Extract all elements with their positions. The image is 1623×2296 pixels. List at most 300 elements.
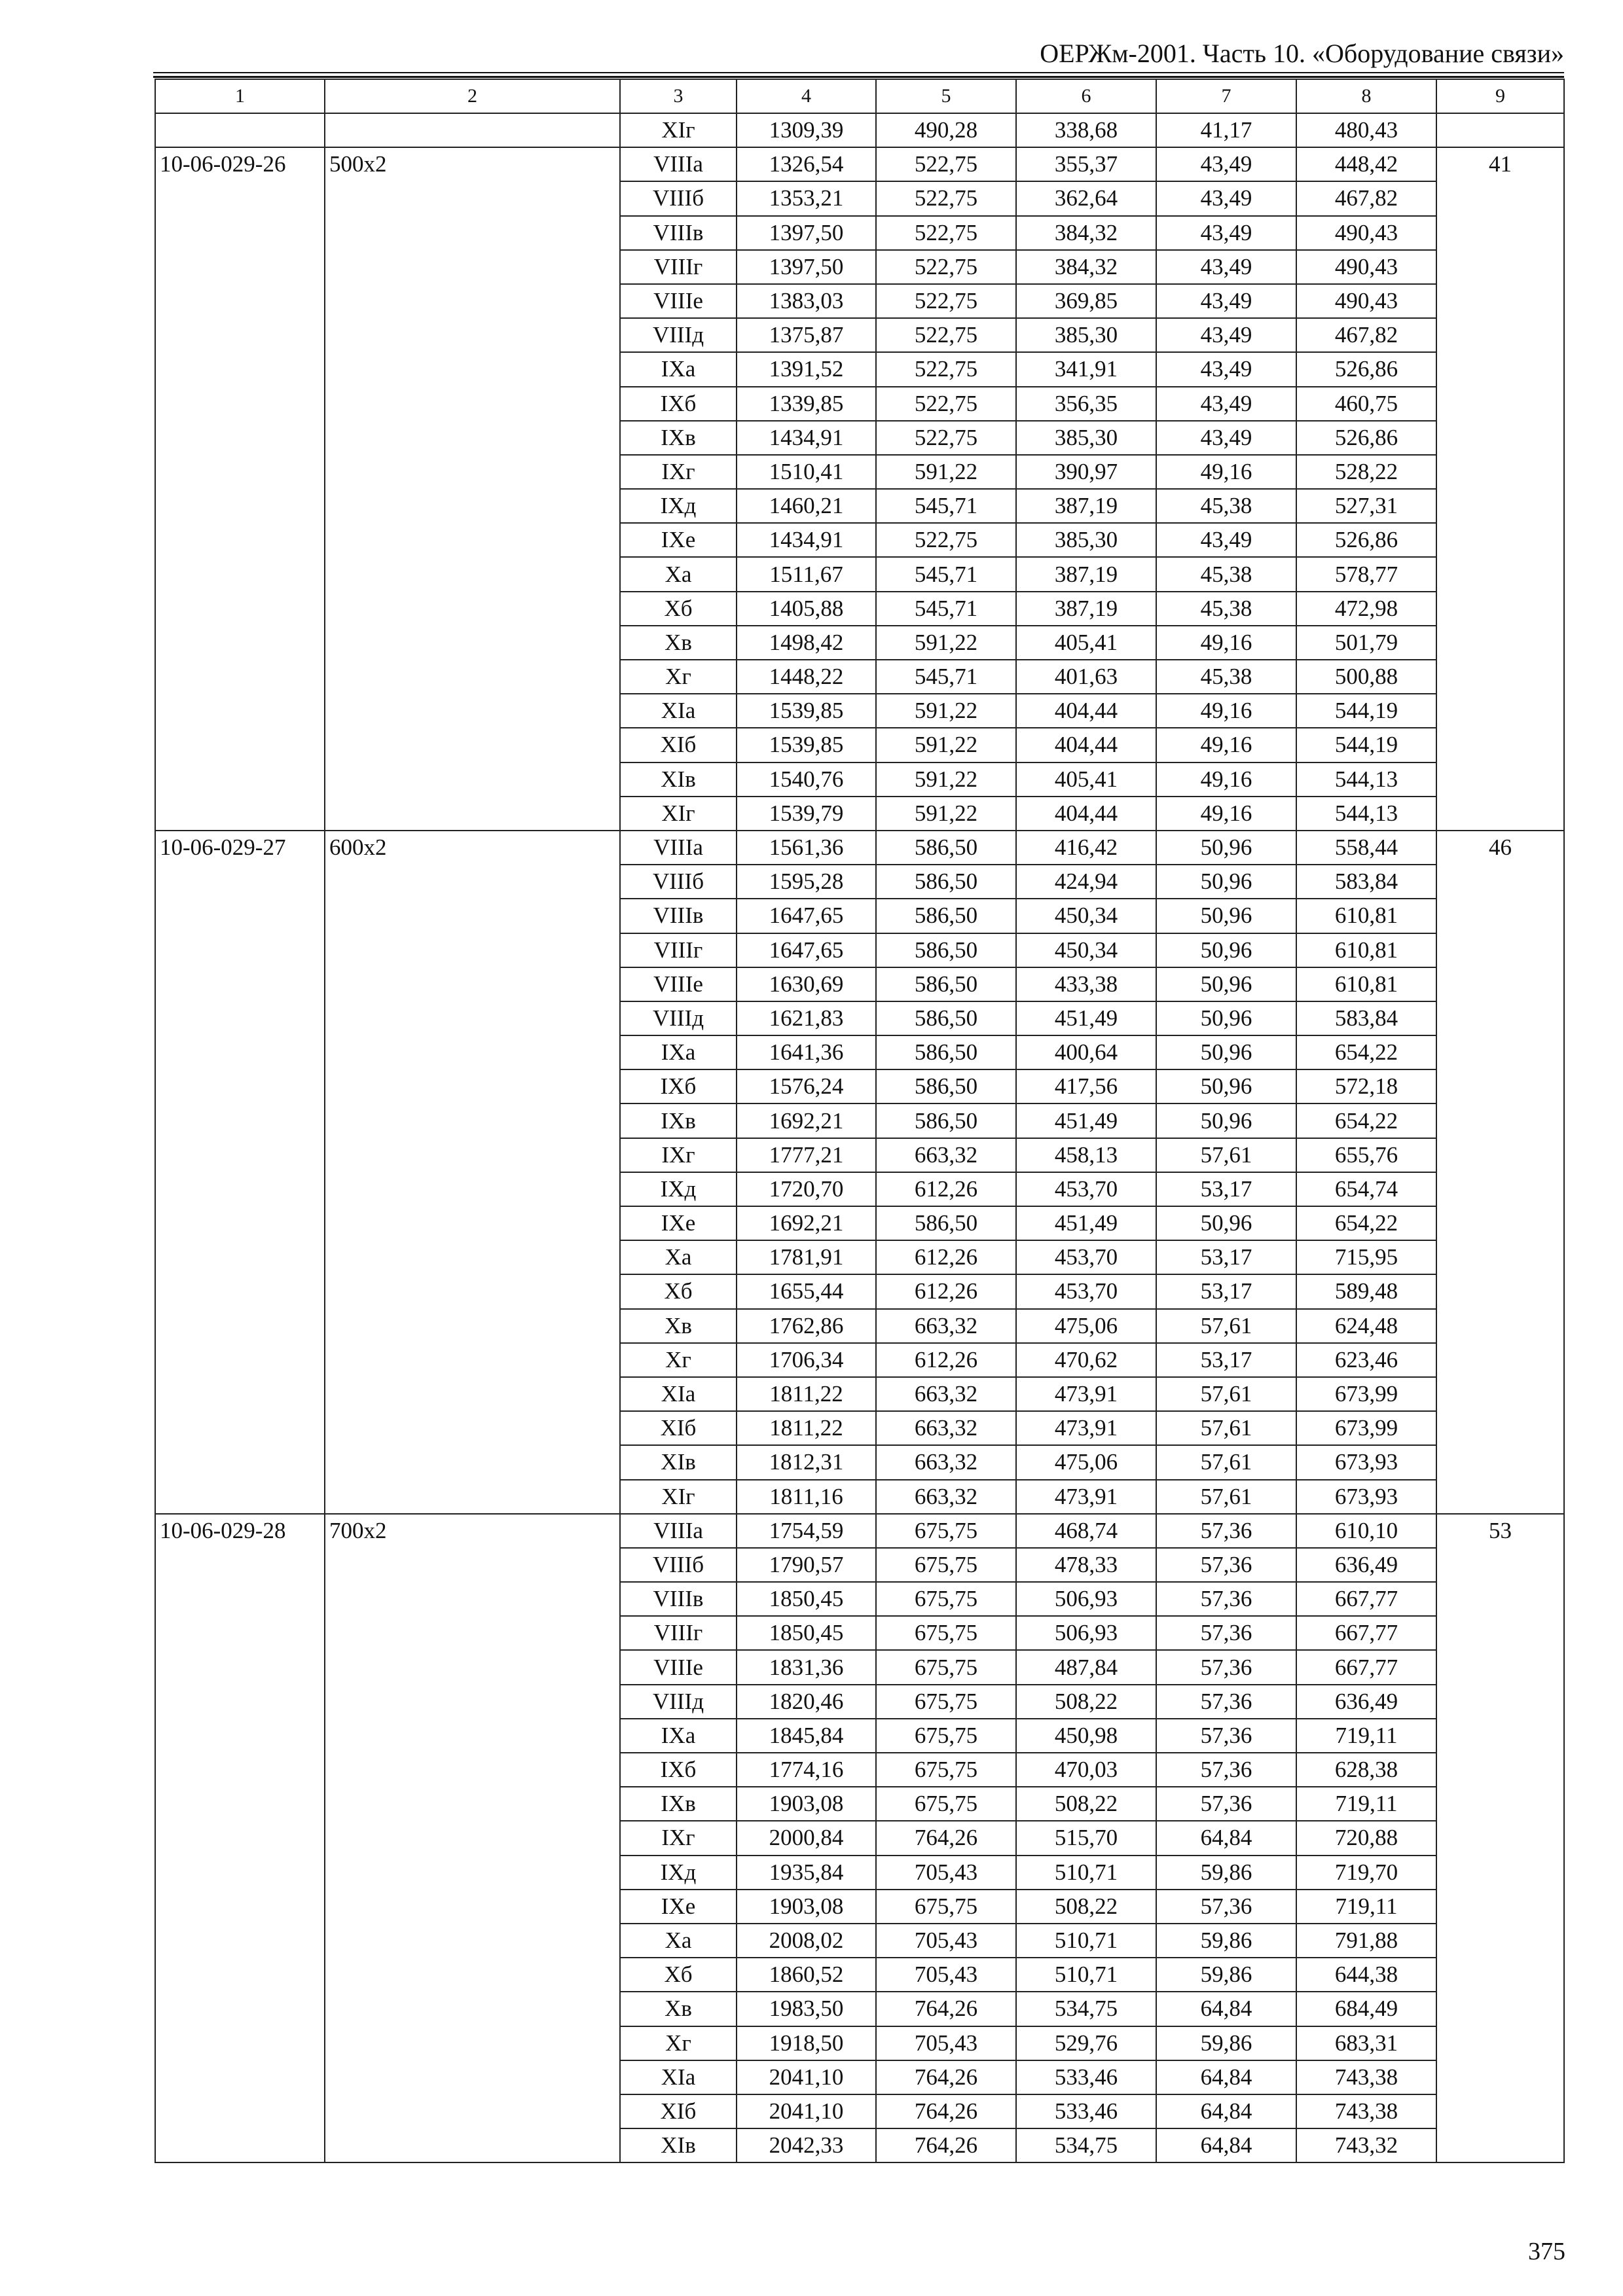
- value-cell-col6: 453,70: [1016, 1240, 1156, 1274]
- value-cell-col8: 673,99: [1296, 1411, 1436, 1445]
- value-cell-col8: 673,93: [1296, 1480, 1436, 1514]
- value-cell-col5: 586,50: [876, 933, 1016, 967]
- value-cell-col4: 1448,22: [737, 660, 876, 694]
- value-cell-col6: 475,06: [1016, 1309, 1156, 1343]
- value-cell-col5: 764,26: [876, 2094, 1016, 2128]
- value-cell-col4: 1647,65: [737, 933, 876, 967]
- value-cell-col4: 1850,45: [737, 1582, 876, 1616]
- value-cell-col4: 1383,03: [737, 284, 876, 318]
- value-cell-col7: 57,61: [1156, 1411, 1296, 1445]
- value-cell-col7: 50,96: [1156, 1001, 1296, 1035]
- region-cell: Xг: [620, 1343, 737, 1377]
- value-cell-col7: 50,96: [1156, 899, 1296, 933]
- value-cell-col8: 544,13: [1296, 797, 1436, 831]
- value-cell-col7: 57,61: [1156, 1445, 1296, 1479]
- column-number-5: 5: [876, 79, 1016, 113]
- value-cell-col7: 59,86: [1156, 1856, 1296, 1890]
- value-cell-col7: 43,49: [1156, 147, 1296, 181]
- value-cell-col6: 451,49: [1016, 1206, 1156, 1240]
- value-cell-col4: 1774,16: [737, 1753, 876, 1787]
- value-cell-col6: 387,19: [1016, 489, 1156, 523]
- value-cell-col8: 743,38: [1296, 2060, 1436, 2094]
- value-cell-col7: 49,16: [1156, 694, 1296, 728]
- value-cell-col5: 591,22: [876, 797, 1016, 831]
- value-cell-col4: 1762,86: [737, 1309, 876, 1343]
- value-cell-col4: 1918,50: [737, 2026, 876, 2060]
- value-cell-col5: 764,26: [876, 2060, 1016, 2094]
- value-cell-col7: 50,96: [1156, 865, 1296, 899]
- value-cell-col7: 57,36: [1156, 1514, 1296, 1548]
- region-cell: VIIIб: [620, 181, 737, 215]
- value-cell-col6: 387,19: [1016, 592, 1156, 626]
- value-cell-col7: 57,61: [1156, 1309, 1296, 1343]
- value-cell-col4: 1375,87: [737, 318, 876, 352]
- value-cell-col6: 453,70: [1016, 1172, 1156, 1206]
- value-cell-col7: 53,17: [1156, 1172, 1296, 1206]
- value-cell-col4: 1397,50: [737, 250, 876, 284]
- value-cell-col6: 510,71: [1016, 1924, 1156, 1958]
- value-cell-col6: 450,34: [1016, 933, 1156, 967]
- value-cell-col7: 50,96: [1156, 1103, 1296, 1138]
- value-cell-col5: 764,26: [876, 1992, 1016, 2026]
- value-cell-col6: 510,71: [1016, 1958, 1156, 1992]
- value-cell-col7: 43,49: [1156, 181, 1296, 215]
- value-cell-col4: 1405,88: [737, 592, 876, 626]
- value-cell-col8: 589,48: [1296, 1274, 1436, 1308]
- region-cell: VIIIб: [620, 1548, 737, 1582]
- value-cell-col8: 644,38: [1296, 1958, 1436, 1992]
- value-cell-col8: 526,86: [1296, 352, 1436, 386]
- value-cell-col8: 527,31: [1296, 489, 1436, 523]
- value-cell-col4: 1983,50: [737, 1992, 876, 2026]
- value-cell-col6: 433,38: [1016, 967, 1156, 1001]
- value-cell-col8: 673,99: [1296, 1377, 1436, 1411]
- column-number-3: 3: [620, 79, 737, 113]
- value-cell-col8: 610,81: [1296, 933, 1436, 967]
- value-cell-col4: 1460,21: [737, 489, 876, 523]
- value-cell-col6: 453,70: [1016, 1274, 1156, 1308]
- value-cell-col4: 1754,59: [737, 1514, 876, 1548]
- table-row: [155, 147, 1564, 181]
- value-cell-col4: 1811,22: [737, 1411, 876, 1445]
- value-cell-col4: 1434,91: [737, 421, 876, 455]
- region-cell: IXв: [620, 1103, 737, 1138]
- value-cell-col7: 50,96: [1156, 1069, 1296, 1103]
- value-cell-col6: 362,64: [1016, 181, 1156, 215]
- value-cell-col5: 663,32: [876, 1309, 1016, 1343]
- value-cell-col4: 1510,41: [737, 455, 876, 489]
- region-cell: XIа: [620, 1377, 737, 1411]
- value-cell-col4: 1391,52: [737, 352, 876, 386]
- value-cell-col4: 1326,54: [737, 147, 876, 181]
- value-cell-col5: 591,22: [876, 455, 1016, 489]
- value-cell-col5: 675,75: [876, 1582, 1016, 1616]
- value-cell-col4: 1621,83: [737, 1001, 876, 1035]
- value-cell-col5: 522,75: [876, 421, 1016, 455]
- value-cell-col5: 663,32: [876, 1480, 1016, 1514]
- value-cell-col5: 612,26: [876, 1274, 1016, 1308]
- value-cell-col5: 675,75: [876, 1548, 1016, 1582]
- value-cell-col6: 473,91: [1016, 1411, 1156, 1445]
- value-cell-col4: 2041,10: [737, 2060, 876, 2094]
- value-cell-col4: 1540,76: [737, 762, 876, 797]
- region-cell: IXд: [620, 489, 737, 523]
- region-cell: Xг: [620, 660, 737, 694]
- value-cell-col5: 522,75: [876, 147, 1016, 181]
- value-cell-col8: 500,88: [1296, 660, 1436, 694]
- column-number-2: 2: [325, 79, 620, 113]
- value-cell-col6: 390,97: [1016, 455, 1156, 489]
- value-cell-col6: 424,94: [1016, 865, 1156, 899]
- region-cell: XIв: [620, 762, 737, 797]
- value-cell-col6: 405,41: [1016, 762, 1156, 797]
- value-cell-col8: 667,77: [1296, 1650, 1436, 1684]
- value-cell-col4: 1353,21: [737, 181, 876, 215]
- value-cell-col6: 468,74: [1016, 1514, 1156, 1548]
- value-cell-col7: 57,36: [1156, 1890, 1296, 1924]
- value-cell-col8: 667,77: [1296, 1616, 1436, 1650]
- value-cell-col8: 528,22: [1296, 455, 1436, 489]
- value-cell-col5: 705,43: [876, 2026, 1016, 2060]
- rate-code-cell: 10-06-029-28: [155, 1514, 325, 2163]
- value-cell-col6: 510,71: [1016, 1856, 1156, 1890]
- value-cell-col4: 1539,79: [737, 797, 876, 831]
- value-cell-col5: 490,28: [876, 113, 1016, 147]
- value-cell-col6: 384,32: [1016, 250, 1156, 284]
- value-cell-col8: 719,11: [1296, 1719, 1436, 1753]
- value-cell-col5: 675,75: [876, 1890, 1016, 1924]
- value-cell-col4: 1511,67: [737, 557, 876, 591]
- value-cell-col8: 558,44: [1296, 831, 1436, 865]
- value-cell-col6: 405,41: [1016, 626, 1156, 660]
- value-cell-col7: 43,49: [1156, 216, 1296, 250]
- value-cell-col8: 654,74: [1296, 1172, 1436, 1206]
- value-cell-col7: 64,84: [1156, 1821, 1296, 1855]
- region-cell: IXа: [620, 1035, 737, 1069]
- value-cell-col7: 43,49: [1156, 387, 1296, 421]
- value-cell-col8: 544,13: [1296, 762, 1436, 797]
- value-cell-col8: 628,38: [1296, 1753, 1436, 1787]
- header-rule: [153, 72, 1564, 73]
- value-cell-col7: 57,36: [1156, 1787, 1296, 1821]
- value-cell-col5: 586,50: [876, 865, 1016, 899]
- value-cell-col7: 43,49: [1156, 318, 1296, 352]
- value-cell-col6: 508,22: [1016, 1685, 1156, 1719]
- region-cell: Xа: [620, 1924, 737, 1958]
- value-cell-col7: 59,86: [1156, 2026, 1296, 2060]
- column-number-6: 6: [1016, 79, 1156, 113]
- column-number-7: 7: [1156, 79, 1296, 113]
- value-cell-col5: 705,43: [876, 1924, 1016, 1958]
- value-cell-col5: 586,50: [876, 831, 1016, 865]
- value-cell-col4: 1811,16: [737, 1480, 876, 1514]
- region-cell: IXа: [620, 1719, 737, 1753]
- value-cell-col7: 43,49: [1156, 421, 1296, 455]
- value-cell-col4: 1720,70: [737, 1172, 876, 1206]
- value-cell-col4: 1777,21: [737, 1138, 876, 1172]
- value-cell-col7: 49,16: [1156, 455, 1296, 489]
- value-cell-col4: 2000,84: [737, 1821, 876, 1855]
- region-cell: IXе: [620, 1206, 737, 1240]
- value-cell-col5: 545,71: [876, 489, 1016, 523]
- value-cell-col7: 57,61: [1156, 1138, 1296, 1172]
- value-cell-col8: 655,76: [1296, 1138, 1436, 1172]
- value-cell-col5: 522,75: [876, 181, 1016, 215]
- region-cell: XIб: [620, 1411, 737, 1445]
- value-cell-col8: 583,84: [1296, 1001, 1436, 1035]
- value-cell-col6: 533,46: [1016, 2094, 1156, 2128]
- region-cell: VIIIа: [620, 831, 737, 865]
- value-cell-col4: 1820,46: [737, 1685, 876, 1719]
- value-cell-col7: 59,86: [1156, 1924, 1296, 1958]
- value-cell-col5: 586,50: [876, 967, 1016, 1001]
- value-cell-col6: 470,03: [1016, 1753, 1156, 1787]
- value-cell-col7: 50,96: [1156, 831, 1296, 865]
- value-cell-col7: 45,38: [1156, 660, 1296, 694]
- value-cell-col5: 705,43: [876, 1856, 1016, 1890]
- column-9-cell: 46: [1436, 831, 1564, 1514]
- value-cell-col6: 506,93: [1016, 1616, 1156, 1650]
- column-number-8: 8: [1296, 79, 1436, 113]
- value-cell-col8: 624,48: [1296, 1309, 1436, 1343]
- value-cell-col6: 416,42: [1016, 831, 1156, 865]
- value-cell-col8: 526,86: [1296, 421, 1436, 455]
- region-cell: VIIIе: [620, 1650, 737, 1684]
- region-cell: XIа: [620, 694, 737, 728]
- value-cell-col4: 1935,84: [737, 1856, 876, 1890]
- value-cell-col4: 1498,42: [737, 626, 876, 660]
- value-cell-col4: 1539,85: [737, 694, 876, 728]
- region-cell: IXг: [620, 455, 737, 489]
- value-cell-col7: 53,17: [1156, 1343, 1296, 1377]
- region-cell: VIIIд: [620, 318, 737, 352]
- region-cell: VIIIд: [620, 1001, 737, 1035]
- value-cell-col8: 583,84: [1296, 865, 1436, 899]
- value-cell-col5: 522,75: [876, 523, 1016, 557]
- value-cell-col8: 490,43: [1296, 216, 1436, 250]
- value-cell-col4: 1561,36: [737, 831, 876, 865]
- value-cell-col5: 586,50: [876, 1001, 1016, 1035]
- value-cell-col6: 401,63: [1016, 660, 1156, 694]
- value-cell-col7: 49,16: [1156, 728, 1296, 762]
- value-cell-col8: 720,88: [1296, 1821, 1436, 1855]
- value-cell-col7: 64,84: [1156, 1992, 1296, 2026]
- value-cell-col6: 385,30: [1016, 523, 1156, 557]
- region-cell: IXв: [620, 421, 737, 455]
- value-cell-col6: 473,91: [1016, 1377, 1156, 1411]
- value-cell-col5: 586,50: [876, 899, 1016, 933]
- value-cell-col6: 385,30: [1016, 318, 1156, 352]
- value-cell-col4: 1903,08: [737, 1890, 876, 1924]
- value-cell-col4: 1692,21: [737, 1206, 876, 1240]
- column-9-cell: 53: [1436, 1514, 1564, 2163]
- value-cell-col7: 50,96: [1156, 1035, 1296, 1069]
- value-cell-col4: 1845,84: [737, 1719, 876, 1753]
- value-cell-col6: 356,35: [1016, 387, 1156, 421]
- value-cell-col4: 1309,39: [737, 113, 876, 147]
- value-cell-col8: 526,86: [1296, 523, 1436, 557]
- value-cell-col7: 43,49: [1156, 523, 1296, 557]
- table-row: [155, 1514, 1564, 1548]
- value-cell-col8: 544,19: [1296, 728, 1436, 762]
- value-cell-col7: 57,36: [1156, 1719, 1296, 1753]
- value-cell-col8: 467,82: [1296, 181, 1436, 215]
- value-cell-col7: 57,36: [1156, 1685, 1296, 1719]
- table-row: [155, 113, 1564, 147]
- value-cell-col4: 2042,33: [737, 2128, 876, 2162]
- value-cell-col8: 501,79: [1296, 626, 1436, 660]
- value-cell-col8: 719,70: [1296, 1856, 1436, 1890]
- region-cell: XIг: [620, 113, 737, 147]
- value-cell-col8: 673,93: [1296, 1445, 1436, 1479]
- value-cell-col7: 45,38: [1156, 592, 1296, 626]
- region-cell: Xб: [620, 1274, 737, 1308]
- rate-code-cell: 10-06-029-26: [155, 147, 325, 831]
- value-cell-col7: 50,96: [1156, 1206, 1296, 1240]
- value-cell-col6: 470,62: [1016, 1343, 1156, 1377]
- value-cell-col6: 404,44: [1016, 728, 1156, 762]
- value-cell-col4: 1641,36: [737, 1035, 876, 1069]
- value-cell-col8: 610,10: [1296, 1514, 1436, 1548]
- header-rule-thick: [153, 76, 1564, 78]
- region-cell: VIIIв: [620, 1582, 737, 1616]
- value-cell-col6: 506,93: [1016, 1582, 1156, 1616]
- region-cell: Xв: [620, 626, 737, 660]
- region-cell: IXд: [620, 1172, 737, 1206]
- region-cell: IXе: [620, 1890, 737, 1924]
- value-cell-col6: 404,44: [1016, 797, 1156, 831]
- value-cell-col6: 508,22: [1016, 1890, 1156, 1924]
- value-cell-col6: 475,06: [1016, 1445, 1156, 1479]
- value-cell-col7: 57,36: [1156, 1650, 1296, 1684]
- value-cell-col7: 57,36: [1156, 1753, 1296, 1787]
- region-cell: VIIIе: [620, 284, 737, 318]
- value-cell-col5: 675,75: [876, 1514, 1016, 1548]
- table-row: [155, 831, 1564, 865]
- value-cell-col4: 1692,21: [737, 1103, 876, 1138]
- value-cell-col4: 1903,08: [737, 1787, 876, 1821]
- value-cell-col6: 508,22: [1016, 1787, 1156, 1821]
- value-cell-col8: 544,19: [1296, 694, 1436, 728]
- value-cell-col6: 385,30: [1016, 421, 1156, 455]
- region-cell: Xа: [620, 1240, 737, 1274]
- value-cell-col8: 667,77: [1296, 1582, 1436, 1616]
- value-cell-col4: 1434,91: [737, 523, 876, 557]
- size-cell: 700x2: [325, 1514, 620, 2163]
- value-cell-col5: 612,26: [876, 1343, 1016, 1377]
- value-cell-col7: 45,38: [1156, 489, 1296, 523]
- value-cell-col6: 487,84: [1016, 1650, 1156, 1684]
- value-cell-col6: 341,91: [1016, 352, 1156, 386]
- region-cell: Xб: [620, 1958, 737, 1992]
- value-cell-col6: 387,19: [1016, 557, 1156, 591]
- region-cell: Xв: [620, 1309, 737, 1343]
- region-cell: XIг: [620, 1480, 737, 1514]
- value-cell-col7: 49,16: [1156, 762, 1296, 797]
- value-cell-col7: 53,17: [1156, 1274, 1296, 1308]
- value-cell-col7: 57,61: [1156, 1480, 1296, 1514]
- value-cell-col5: 675,75: [876, 1753, 1016, 1787]
- region-cell: IXд: [620, 1856, 737, 1890]
- value-cell-col6: 534,75: [1016, 2128, 1156, 2162]
- value-cell-col6: 384,32: [1016, 216, 1156, 250]
- value-cell-col4: 1706,34: [737, 1343, 876, 1377]
- value-cell-col7: 64,84: [1156, 2094, 1296, 2128]
- value-cell-col4: 1831,36: [737, 1650, 876, 1684]
- value-cell-col8: 610,81: [1296, 967, 1436, 1001]
- region-cell: VIIIе: [620, 967, 737, 1001]
- value-cell-col4: 2041,10: [737, 2094, 876, 2128]
- value-cell-col5: 522,75: [876, 284, 1016, 318]
- region-cell: XIв: [620, 1445, 737, 1479]
- value-cell-col8: 719,11: [1296, 1890, 1436, 1924]
- value-cell-col6: 473,91: [1016, 1480, 1156, 1514]
- value-cell-col6: 451,49: [1016, 1001, 1156, 1035]
- value-cell-col6: 478,33: [1016, 1548, 1156, 1582]
- value-cell-col6: 338,68: [1016, 113, 1156, 147]
- value-cell-col8: 654,22: [1296, 1206, 1436, 1240]
- value-cell-col6: 529,76: [1016, 2026, 1156, 2060]
- region-cell: IXе: [620, 523, 737, 557]
- region-cell: Xб: [620, 592, 737, 626]
- value-cell-col4: 1790,57: [737, 1548, 876, 1582]
- value-cell-col8: 572,18: [1296, 1069, 1436, 1103]
- value-cell-col8: 490,43: [1296, 284, 1436, 318]
- value-cell-col4: 1630,69: [737, 967, 876, 1001]
- value-cell-col5: 764,26: [876, 1821, 1016, 1855]
- value-cell-col5: 545,71: [876, 592, 1016, 626]
- value-cell-col4: 2008,02: [737, 1924, 876, 1958]
- value-cell-col5: 675,75: [876, 1719, 1016, 1753]
- value-cell-col5: 545,71: [876, 660, 1016, 694]
- value-cell-col7: 43,49: [1156, 352, 1296, 386]
- value-cell-col5: 675,75: [876, 1616, 1016, 1650]
- value-cell-col6: 515,70: [1016, 1821, 1156, 1855]
- value-cell-col8: 472,98: [1296, 592, 1436, 626]
- value-cell-col4: 1812,31: [737, 1445, 876, 1479]
- value-cell-col5: 522,75: [876, 216, 1016, 250]
- value-cell-col6: 369,85: [1016, 284, 1156, 318]
- region-cell: VIIIв: [620, 216, 737, 250]
- value-cell-col4: 1397,50: [737, 216, 876, 250]
- value-cell-col5: 522,75: [876, 318, 1016, 352]
- value-cell-col8: 460,75: [1296, 387, 1436, 421]
- value-cell-col7: 64,84: [1156, 2060, 1296, 2094]
- value-cell-col8: 636,49: [1296, 1548, 1436, 1582]
- value-cell-col8: 743,38: [1296, 2094, 1436, 2128]
- size-cell: 500x2: [325, 147, 620, 831]
- value-cell-col6: 451,49: [1016, 1103, 1156, 1138]
- region-cell: XIг: [620, 797, 737, 831]
- value-cell-col4: 1339,85: [737, 387, 876, 421]
- value-cell-col5: 522,75: [876, 352, 1016, 386]
- value-cell-col5: 586,50: [876, 1035, 1016, 1069]
- value-cell-col7: 41,17: [1156, 113, 1296, 147]
- value-cell-col7: 43,49: [1156, 250, 1296, 284]
- value-cell-col8: 715,95: [1296, 1240, 1436, 1274]
- value-cell-col7: 59,86: [1156, 1958, 1296, 1992]
- value-cell-col4: 1811,22: [737, 1377, 876, 1411]
- value-cell-col7: 64,84: [1156, 2128, 1296, 2162]
- value-cell-col7: 49,16: [1156, 797, 1296, 831]
- value-cell-col6: 450,34: [1016, 899, 1156, 933]
- region-cell: VIIIг: [620, 933, 737, 967]
- table-body: [155, 113, 1564, 2162]
- column-number-1: 1: [155, 79, 325, 113]
- value-cell-col5: 612,26: [876, 1172, 1016, 1206]
- value-cell-col5: 591,22: [876, 728, 1016, 762]
- value-cell-col5: 586,50: [876, 1103, 1016, 1138]
